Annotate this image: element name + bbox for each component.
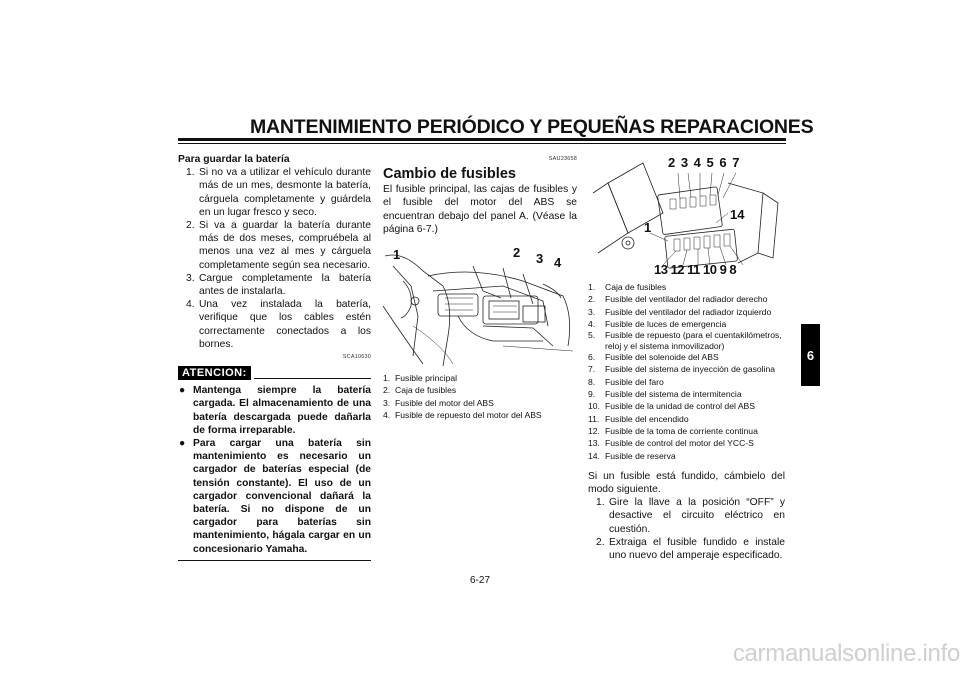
left-column [178,153,371,561]
caption-item: 6. Fusible del solenoide del ABS [588,352,719,363]
caption-item: 12. Fusible de la toma de corriente continua [588,425,758,436]
main-fuse-illustration [383,246,577,366]
fuse-box-illustration [588,153,785,277]
caution-end-rule [178,560,371,561]
caption-item: 3. Fusible del motor del ABS [383,397,494,408]
caption-item: 10. Fusible de la unidad de control del ABS [588,401,756,412]
figure-label: 1 [393,247,401,263]
battery-step: 4. Una vez instalada la batería, verifique que los cables estén correctamente conectados a los bornes. [186,299,371,350]
title-rule-thin [178,143,786,144]
caption-item: 8. Fusible del faro [588,376,664,387]
battery-step: 3. Cargue completamente la batería antes de instalarla. [186,272,371,298]
battery-storage-heading: Para guardar la batería [178,154,290,165]
fuse-step: 1. Gire la llave a la posición “OFF” y desactive el circuito eléctrico en cuestión. [596,497,785,535]
middle-column [383,153,577,421]
caution-line [254,378,371,379]
caption-item: 1. Caja de fusibles [588,282,667,292]
bullet-icon: ● [179,438,186,450]
caution-code: SCA10630 [342,354,371,361]
bullet-icon: ● [179,385,186,397]
caption-item: 1. Fusible principal [383,373,458,384]
chapter-tab: 6 [801,324,820,386]
caption-item: 9. Fusible del sistema de intermitencia [588,389,742,400]
caption-item: 4. Fusible de luces de emergencia [588,318,727,329]
caption-item: 5. Fusible de repuesto (para el cuentakilómetros, reloj y el sistema inmovilizador) [588,330,782,351]
section-code: SAU23658 [548,156,577,162]
figure-label: 4 [554,255,562,271]
fuse-box-figure [588,153,785,277]
battery-steps [178,166,371,351]
caption-item: 11. Fusible del encendido [588,413,689,424]
main-figure-captions [383,372,577,421]
fuse-replace-intro: Si un fusible está fundido, cámbielo del modo siguiente. [588,470,785,496]
figure-label: 13 12 11 10 9 8 [654,262,737,277]
figure-label: 14 [730,207,745,222]
fuse-section-heading: Cambio de fusibles [383,166,516,183]
figure-label: 3 [536,251,544,267]
right-column [588,153,785,562]
watermark: carmanualsonline.info [732,640,960,667]
caption-item: 3. Fusible del ventilador del radiador izquierdo [588,306,772,317]
caption-item: 4. Fusible de repuesto del motor del ABS [383,409,542,420]
title-rule-thick [178,138,786,141]
caption-item: 2. Fusible del ventilador del radiador derecho [588,294,768,305]
figure-label: 2 [513,245,521,261]
figure-label: 1 [644,220,652,235]
caption-item: 13. Fusible de control del motor del YCC-S [588,438,754,449]
caution-item: ● Para cargar una batería sin mantenimiento es necesario un cargador de baterías especial (de tensión constante). El uso de un cargador convencional dañará la batería. Si no dispone de un cargador para baterías sin mantenimiento, hágala cargar en un concesionario Yamaha. [179,438,371,555]
caution-item: ● Mantenga siempre la batería cargada. El almacenamiento de una batería descargada puede dañarla de forma irreparable. [179,385,371,436]
fuse-box-captions [588,281,785,462]
caption-item: 14. Fusible de reserva [588,450,676,461]
caption-item: 7. Fusible del sistema de inyección de gasolina [588,364,776,375]
battery-step: 2. Si va a guardar la batería durante más de dos meses, compruébela al menos una vez al mes y cárguela completamente según sea necesario. [186,220,371,271]
battery-step: 1. Si no va a utilizar el vehículo durante más de un mes, desmonte la batería, cárguela completamente y guárdela en un lugar fresco y seco. [186,167,371,218]
caution-list [178,384,371,556]
caution-label: ATENCION: [178,366,251,380]
caution-header [178,366,371,380]
page-title: MANTENIMIENTO PERIÓDICO Y PEQUEÑAS REPARACIONES [250,116,814,138]
fuse-replace-steps [588,496,785,562]
page-number: 6-27 [469,575,490,586]
figure-label: 2 3 4 5 6 7 [668,155,741,170]
caption-item: 2. Caja de fusibles [383,385,457,396]
fuse-intro: El fusible principal, las cajas de fusibles y el fusible del motor del ABS se encuentran debajo del panel A. (Véase la página 6-7.) [383,184,577,235]
main-fuse-figure [383,246,577,366]
fuse-step: 2. Extraiga el fusible fundido e instale uno nuevo del amperaje especificado. [596,536,785,562]
